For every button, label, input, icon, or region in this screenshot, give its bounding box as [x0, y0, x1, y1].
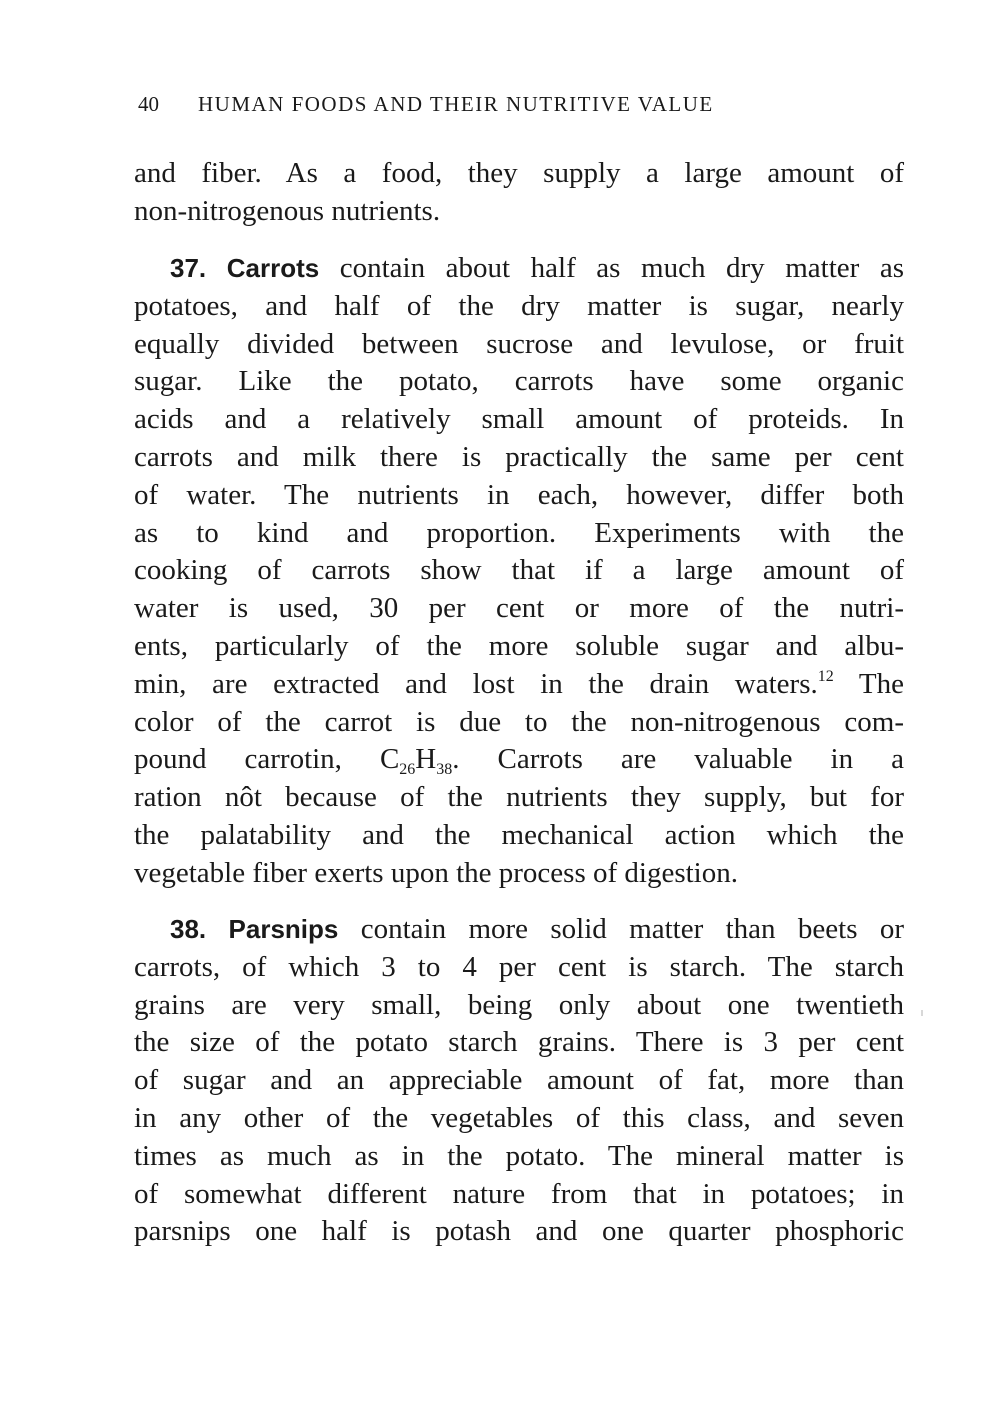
text-line: carrots, of which 3 to 4 per cent is starch. The starch [134, 950, 904, 983]
section-37-carrots [134, 250, 904, 893]
formula-subscript: 26 [399, 761, 416, 779]
text-line: parsnips one half is potash and one quarter phosphoric [134, 1215, 904, 1248]
section-number: 37. [170, 253, 207, 283]
text-line: color of the carrot is due to the non-nitrogenous com- [134, 705, 904, 738]
text-line: non-nitrogenous nutrients. [134, 194, 441, 227]
section-38-parsnips [134, 911, 904, 1251]
text-line: of water. The nutrients in each, however, differ both [134, 478, 904, 511]
text-run: contain about half as much dry matter as [319, 252, 904, 284]
running-head [138, 92, 838, 117]
text-line: ents, particularly of the more soluble sugar and albu- [134, 629, 904, 662]
continued-paragraph [134, 155, 904, 231]
text-line: ration nôt because of the nutrients they supply, but for [134, 781, 904, 814]
formula-subscript: 38 [436, 761, 453, 779]
text-line: in any other of the vegetables of this class, and seven [134, 1101, 904, 1134]
text-line: sugar. Like the potato, carrots have some organic [134, 365, 904, 398]
text-line: the palatability and the mechanical action which the [134, 818, 904, 851]
text-line: carrots and milk there is practically the same per cent [134, 440, 904, 473]
text-line: grains are very small, being only about one twentieth [134, 988, 904, 1021]
text-line-with-footnote [134, 666, 904, 704]
text-run: . Carrots are valuable in a [452, 743, 904, 776]
text-run: min, are extracted and lost in the drain waters. [134, 667, 818, 700]
page-number: 40 [138, 92, 159, 116]
text-run: H [415, 743, 437, 776]
text-line: of sugar and an appreciable amount of fat, more than [134, 1064, 904, 1097]
section-heading-line [134, 250, 904, 288]
section-title: Carrots [226, 253, 320, 283]
text-run: contain more solid matter than beets or [338, 913, 905, 945]
footnote-reference[interactable]: 12 [817, 667, 834, 685]
text-line: the size of the potato starch grains. There is 3 per cent [134, 1026, 904, 1059]
text-run: The [833, 667, 904, 700]
text-line: as to kind and proportion. Experiments with the [134, 516, 904, 549]
running-title: HUMAN FOODS AND THEIR NUTRITIVE VALUE [198, 92, 714, 116]
text-line: of somewhat different nature from that in potatoes; in [134, 1177, 904, 1210]
text-line: acids and a relatively small amount of proteids. In [134, 403, 904, 436]
text-run: pound carrotin, C [134, 743, 400, 776]
text-line: cooking of carrots show that if a large amount of [134, 554, 904, 587]
section-title: Parsnips [228, 914, 339, 944]
text-line: water is used, 30 per cent or more of the nutri- [134, 592, 904, 625]
text-line: times as much as in the potato. The mineral matter is [134, 1139, 904, 1172]
text-line: and fiber. As a food, they supply a large amount of [134, 157, 904, 189]
text-line: vegetable fiber exerts upon the process of digestion. [134, 856, 738, 889]
text-line: potatoes, and half of the dry matter is sugar, nearly [134, 289, 904, 322]
text-line-with-formula [134, 741, 904, 779]
section-heading-line [134, 911, 904, 949]
section-number: 38. [170, 914, 207, 944]
text-line: equally divided between sucrose and levulose, or fruit [134, 327, 904, 360]
scan-artifact [921, 1010, 923, 1016]
